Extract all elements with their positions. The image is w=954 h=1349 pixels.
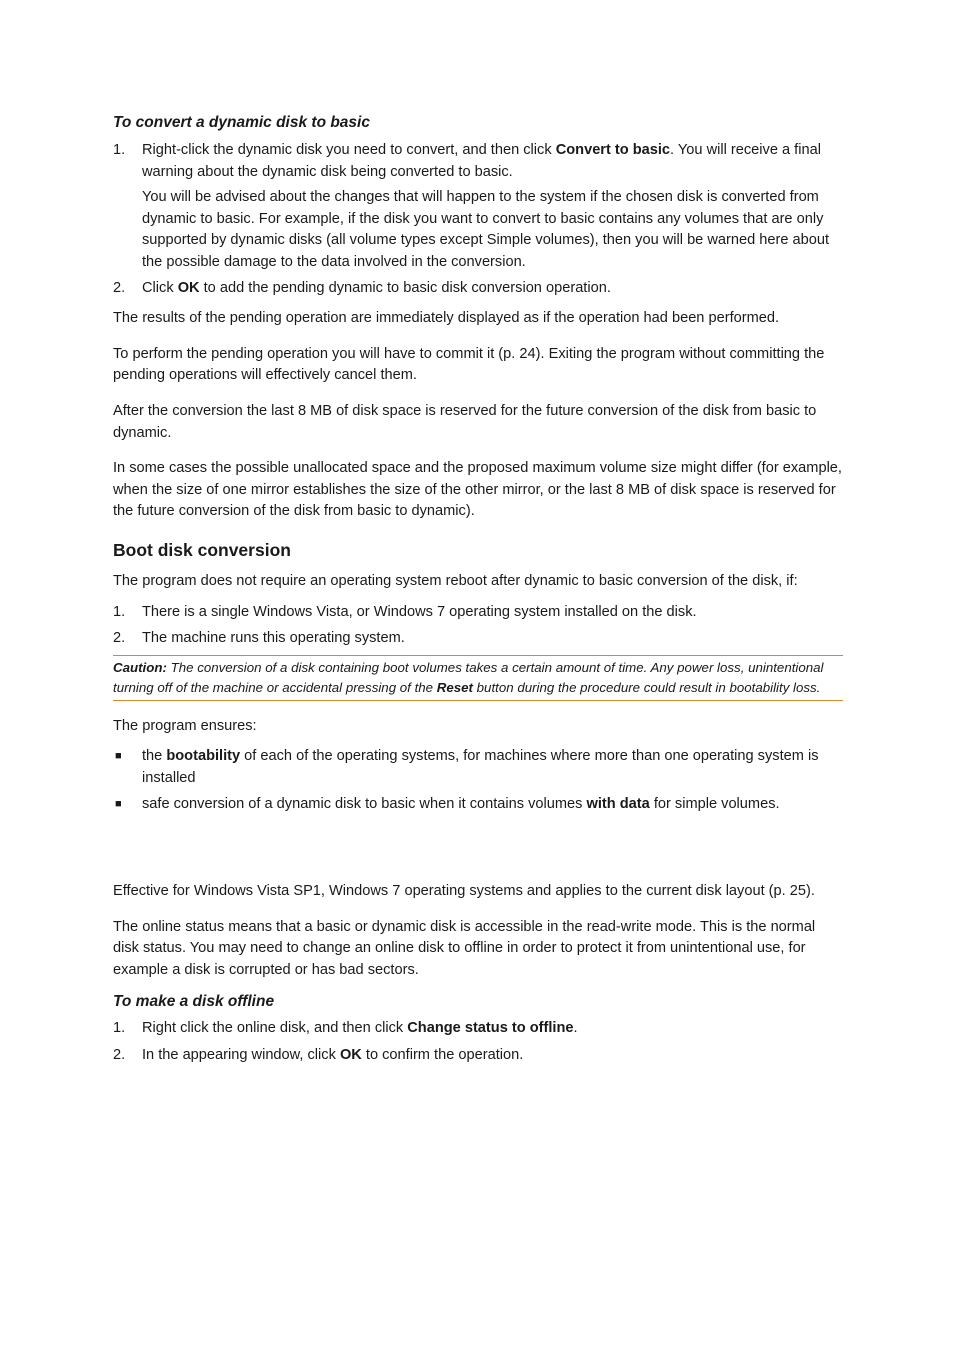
emphasis: bootability [166, 748, 241, 765]
bullet-icon: ■ [115, 750, 122, 763]
step-number: 2. [113, 1047, 126, 1064]
list-item: ■ safe conversion of a dynamic disk to basic when it contains volumes with data for simple volumes. [113, 794, 843, 816]
list-item: 1. There is a single Windows Vista, or Windows 7 operating system installed on the disk. [113, 602, 843, 624]
paragraph: After the conversion the last 8 MB of disk space is reserved for the future conversion of the disk from basic to dynamic. [113, 402, 817, 441]
list-item: ■ the bootability of each of the operating systems, for machines where more than one operating system is installed [115, 748, 819, 786]
list-item: 1. Right click the online disk, and then click Change status to offline. [113, 1018, 843, 1040]
ensures-list [113, 746, 843, 816]
emphasis: with data [586, 796, 650, 813]
caution-label: Caution: [113, 659, 167, 675]
paragraph: The results of the pending operation are immediately displayed as if the operation had been performed. [113, 310, 780, 327]
ui-term: OK [339, 1047, 362, 1064]
heading-boot-disk-conversion: Boot disk conversion [113, 539, 291, 560]
bullet-icon: ■ [115, 798, 122, 811]
ui-term: Reset [436, 679, 473, 695]
step-number: 2. [113, 630, 126, 647]
offline-steps-list [113, 1018, 843, 1066]
step-number: 1. [113, 142, 126, 158]
paragraph: The program does not require an operating system reboot after dynamic to basic conversion of the disk, if: [113, 572, 798, 589]
paragraph: The program ensures: [113, 717, 257, 734]
list-item: 2. Click OK to add the pending dynamic to basic disk conversion operation. [113, 278, 843, 300]
convert-steps-list [113, 140, 843, 299]
step-number: 1. [113, 603, 126, 620]
caution-box: Caution: The conversion of a disk containing boot volumes takes a certain amount of time. Any power loss, unintentional turning off of the machine or accidental pressing of the Reset button during the procedure could result in bootability loss. [113, 655, 843, 701]
paragraph: To perform the pending operation you will have to commit it (p. 24). Exiting the program without committing the pending operations will effectively cancel them. [113, 345, 825, 384]
list-item: 2. The machine runs this operating system. [113, 628, 843, 650]
heading-make-disk-offline: To make a disk offline [113, 993, 275, 1011]
heading-convert-dynamic-to-basic: To convert a dynamic disk to basic [113, 114, 370, 131]
paragraph: Effective for Windows Vista SP1, Windows 7 operating systems and applies to the current disk layout (p. 25). [113, 883, 815, 900]
conditions-list [113, 602, 843, 650]
list-item: 1. Right-click the dynamic disk you need to convert, and then click Convert to basic. You will receive a final warning about the dynamic disk being converted to basic. You will be advised about the changes that will happen to the system if the chosen disk is converted from dynamic to basic. For example, if the disk you want to convert to basic contains any volumes that are only supported by dynamic disks (all volume types except Simple volumes), then you will be warned here about the possible damage to the data involved in the conversion. [113, 140, 843, 274]
ui-term: OK [177, 279, 200, 296]
step-note: You will be advised about the changes that will happen to the system if the chosen disk is converted from dynamic to basic. For example, if the disk you want to convert to basic contains any volumes that are only supported by dynamic disks (all volume types except Simple volumes), then you will be warned here about the possible damage to the data involved in the conversion. [142, 189, 830, 270]
ui-term: Change status to offline [407, 1020, 574, 1037]
list-item: 2. In the appearing window, click OK to confirm the operation. [113, 1045, 843, 1067]
step-number: 2. [113, 279, 126, 296]
ui-term: Convert to basic [555, 142, 671, 158]
step-number: 1. [113, 1020, 126, 1037]
document-page [113, 112, 843, 1067]
paragraph: In some cases the possible unallocated space and the proposed maximum volume size might differ (for example, when the size of one mirror establishes the size of the other mirror, or the last 8 MB of disk space is reserved for the future conversion of the disk from basic to dynamic). [113, 460, 842, 520]
paragraph: The online status means that a basic or dynamic disk is accessible in the read-write mode. This is the normal disk status. You may need to change an online disk to offline in order to protect it from unintentional use, for example a disk is corrupted or has bad sectors. [113, 918, 816, 978]
